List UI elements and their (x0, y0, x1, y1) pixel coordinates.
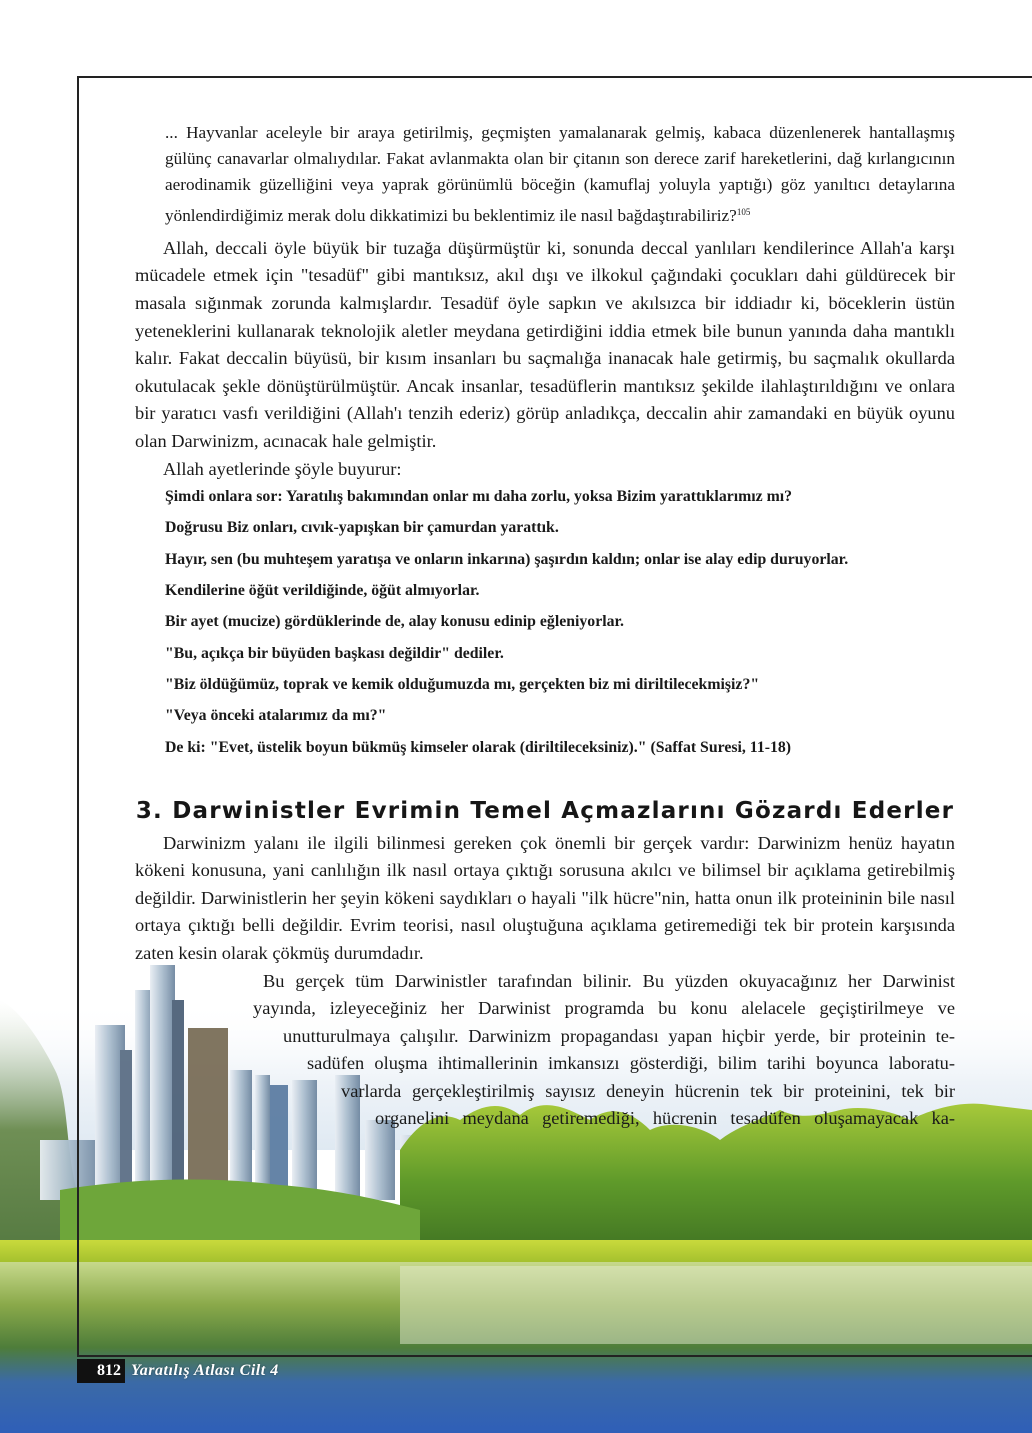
text-line: yayında, izleyeceğiniz her Darwinist programda bu konu alelacele geçiştirilmeye ve (253, 998, 955, 1019)
verse-line: "Bu, açıkça bir büyüden başkası değildir" dediler. (165, 644, 504, 662)
verse-line: "Veya önceki atalarımız da mı?" (165, 707, 387, 725)
section-paragraph-1: Darwinizm yalanı ile ilgili bilinmesi gereken çok önemli bir gerçek vardır: Darwinizm henüz hayatın kökeni konusuna, yani canlılığın ilk nasıl ortaya çıktığı sorusuna akılcı ve bilimsel bir açıklama getirebilmiş değildir. Darwinistlerin her şeyin kökeni saydıkları o hayali "ilk hücre"nin, hatta onun ilk proteininin bile nasıl ortaya çıktığı belli değildir. Evrim teorisi, nasıl oluştuğuna açıklama getiremediği tek bir protein karşısında zaten kesin olarak çökmüş durumdadır. (135, 832, 955, 963)
page-footer (77, 1359, 279, 1383)
text-line: unutturulmaya çalışılır. Darwinizm propagandası yapan hiçbir yerde, bir proteinin te- (283, 1025, 955, 1046)
body-paragraph-1: Allah, deccali öyle büyük bir tuzağa düşürmüştür ki, sonunda deccal yanlıları kendilerince Allah'a karşı mücadele etmek için "tesadüf" gibi mantıksız, akıl dışı ve ilkokul çağındaki çocukları dahi güldürecek bir masala sığınmak zorunda kalmışlardır. Tesadüf öyle sapkın ve akılsızca bir iddiadır ki, böceklerin üstün yeteneklerini kullanarak teknolojik aletler meydana getirdiğini iddia etmek bile bunun yanında daha mantıklı kalır. Fakat deccalin büyüsü, bir kısım insanları bu saçmalığa inanacak hale getirmiş, bu saçmalık okullarda okutulacak şekle dönüştürülmüştür. Ancak insanlar, tesadüflerin mantıksız şekilde ilahlaştırıldığını ve onlara bir yaratıcı vasfı verildiğini (Allah'ı tenzih ederiz) görüp anladıkça, deccalin ahir zamandaki en büyük oyunu olan Darwinizm, acınacak hale gelmiştir. (135, 237, 955, 451)
page-number: 812 (77, 1359, 125, 1383)
verse-line: "Biz öldüğümüz, toprak ve kemik olduğumuzda mı, gerçekten biz mi diriltilecekmişiz?" (165, 675, 760, 693)
text-line: varlarda gerçekleştirilmiş sayısız deneyin hücrenin tek bir proteinini, tek bir (341, 1080, 955, 1101)
section-heading: 3. Darwinistler Evrimin Temel Açmazlarını Gözardı Ederler (135, 797, 955, 824)
footnote-ref[interactable]: 105 (736, 206, 751, 217)
text-line: Bu gerçek tüm Darwinistler tarafından bilinir. Bu yüzden okuyacağınız her Darwinist (263, 970, 955, 991)
text-line: organelini meydana getiremediği, hücrenin tesadüfen oluşamayacak ka- (375, 1108, 955, 1129)
quote-block (135, 120, 955, 229)
text-line: sadüfen oluşma ihtimallerinin imkansızı gösterdiği, bilim tarihi boyunca laboratu- (307, 1053, 955, 1074)
book-title: Yaratılış Atlası Cilt 4 (131, 1362, 279, 1379)
verse-line: Hayır, sen (bu muhteşem yaratışa ve onların inkarına) şaşırdın kaldın; onlar ise alay edip duruyorlar. (165, 550, 849, 568)
verse-line: Şimdi onlara sor: Yaratılış bakımından onlar mı daha zorlu, yoksa Bizim yarattıklarımız mı? (165, 488, 793, 506)
page-content (135, 120, 955, 1133)
verse-line: Bir ayet (mucize) gördüklerinde de, alay konusu edinip eğleniyorlar. (165, 613, 625, 631)
verse-line: Doğrusu Biz onları, cıvık-yapışkan bir çamurdan yarattık. (165, 519, 559, 537)
verse-list (165, 487, 955, 757)
section-paragraph-2 (135, 968, 955, 1134)
body-paragraph-2: Allah ayetlerinde şöyle buyurur: (163, 458, 402, 479)
quote-text: ... Hayvanlar aceleyle bir araya getirilmiş, geçmişten yamalanarak gelmiş, kabaca düzenlenerek hantallaşmış gülünç canavarlar olmalıydılar. Fakat avlanmakta olan bir çitanın son derece zarif hareketlerini, dağ kırlangıcının aerodinamik güzelliğini veya yaprak görünümlü böceğin (kamuflaj yoluyla yaptığı) göz yanıltıcı detaylarına yönlendirdiğimiz merak dolu dikkatimizi bu beklentimiz ile nasıl bağdaştırabiliriz? (165, 123, 955, 225)
verse-line: Kendilerine öğüt verildiğinde, öğüt almıyorlar. (165, 582, 480, 600)
verse-line: De ki: "Evet, üstelik boyun bükmüş kimseler olarak (diriltileceksiniz)." (Saffat Suresi, 11-18) (165, 738, 792, 756)
